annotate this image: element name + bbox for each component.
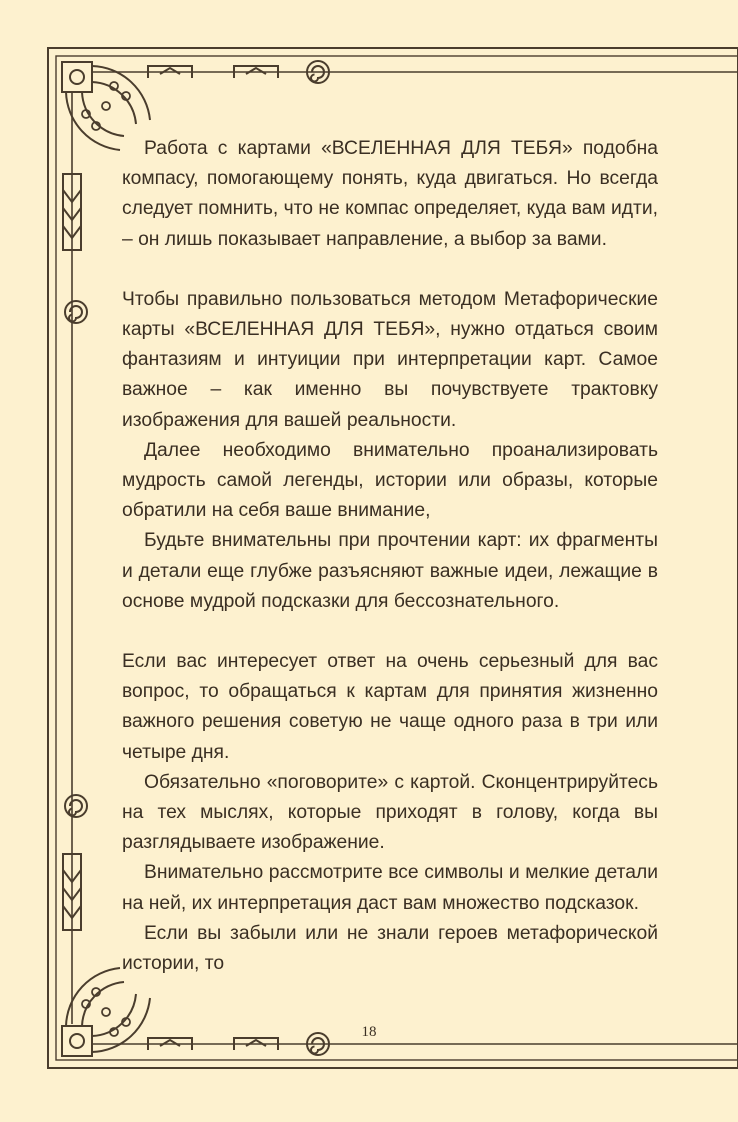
corner-ornament-bottom-left: [62, 968, 150, 1056]
paragraph-2: Чтобы правильно пользоваться методом Метафорические карты «ВСЕЛЕННАЯ ДЛЯ ТЕБЯ», нужно отдаться своим фантазиям и интуиции при интерпретации карт. Самое важное – как именно вы почувствуете трактовку изображения для вашей реальности.: [122, 288, 658, 431]
page-number: 18: [361, 1024, 377, 1040]
paragraph-4: Будьте внимательны при прочтении карт: их фрагменты и детали еще глубже разъясняют важные идеи, лежащие в основе мудрой подсказки для бессознательного.: [122, 530, 658, 612]
body-text: [122, 134, 658, 979]
paragraph-1: Работа с картами «ВСЕЛЕННАЯ ДЛЯ ТЕБЯ» подобна компасу, помогающему понять, куда двигаться. Но всегда следует помнить, что не компас определяет, куда вам идти, – он лишь показывает направление, а выбор за вами.: [122, 138, 658, 250]
paragraph-8: Если вы забыли или не знали героев метафорической истории, то: [122, 922, 658, 975]
paragraph-3: Далее необходимо внимательно проанализировать мудрость самой легенды, истории или образы, которые обратили на себя ваше внимание,: [122, 439, 658, 522]
paragraph-6: Обязательно «поговорите» с картой. Сконцентрируйтесь на тех мыслях, которые приходят в голову, когда вы разглядываете изображение.: [122, 771, 658, 854]
paragraph-5: Если вас интересует ответ на очень серьезный для вас вопрос, то обращаться к картам для принятия жизненно важного решения советую не чаще одного раза в три или четыре дня.: [122, 651, 658, 763]
paragraph-7: Внимательно рассмотрите все символы и мелкие детали на ней, их интерпретация даст вам множество подсказок.: [122, 862, 658, 914]
